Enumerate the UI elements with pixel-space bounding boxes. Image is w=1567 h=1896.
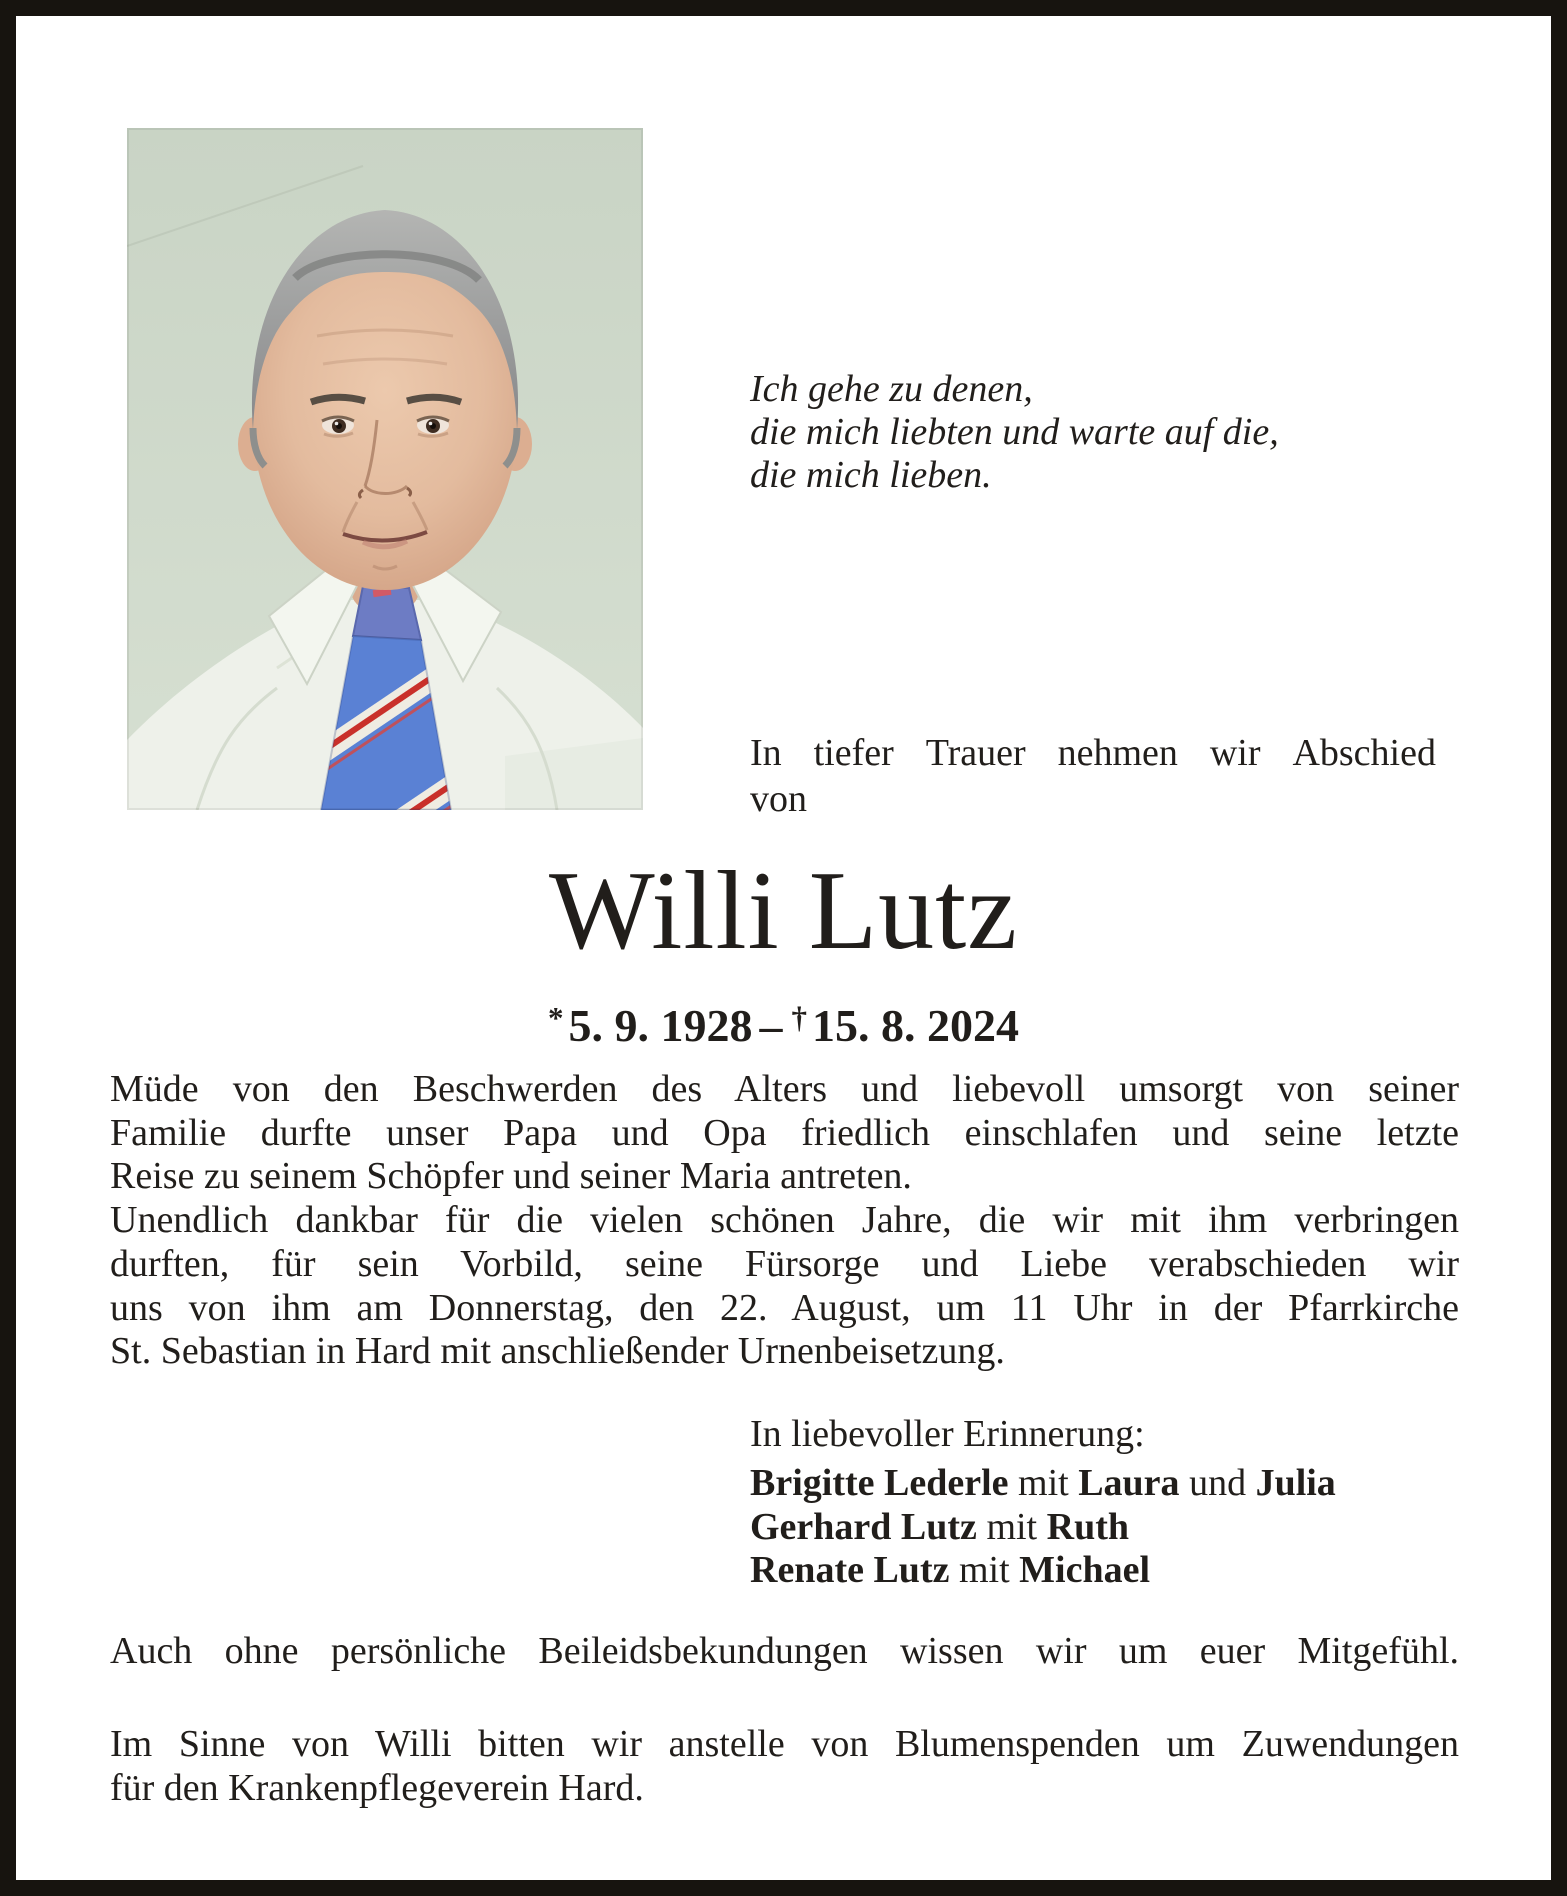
donation-line: Im Sinne von Willi bitten wir anstelle von Blumenspenden um Zuwendungen: [110, 1723, 1459, 1765]
deceased-name: Willi Lutz: [549, 849, 1018, 973]
body-line: Müde von den Beschwerden des Alters und liebevoll umsorgt von seiner: [110, 1068, 1459, 1110]
memorial-quote: [750, 368, 1450, 497]
family-name: Brigitte Lederle: [750, 1462, 1009, 1504]
body-line: Reise zu seinem Schöpfer und seiner Maria antreten.: [110, 1155, 912, 1198]
family-name: Gerhard Lutz: [750, 1505, 977, 1548]
intro-word: Trauer: [925, 732, 1026, 774]
death-symbol: †: [791, 1000, 807, 1035]
intro-word: wir: [1209, 732, 1261, 774]
birth-date: 5. 9. 1928: [568, 1000, 753, 1051]
family-line: [750, 1549, 1470, 1593]
family-connector: mit: [976, 1505, 1047, 1548]
body-line: durften, für sein Vorbild, seine Fürsorge und Liebe verabschieden wir: [110, 1242, 1459, 1285]
donation-note: [110, 1722, 1459, 1810]
remembrance-heading: In liebevoller Erinnerung:: [750, 1413, 1145, 1455]
intro-line-von: von: [750, 778, 807, 820]
death-date: 15. 8. 2024: [812, 1000, 1019, 1051]
family-connector: mit: [1008, 1462, 1079, 1504]
portrait-photo: [127, 128, 643, 810]
obituary-text: [110, 1068, 1459, 1374]
family-connector: und: [1179, 1462, 1256, 1504]
body-line: uns von ihm am Donnerstag, den 22. August, um 11 Uhr in der Pfarrkirche: [110, 1286, 1459, 1329]
intro-line-justified: [750, 730, 1436, 776]
family-line: [750, 1462, 1470, 1506]
intro-word: In: [750, 732, 782, 774]
family-name: Julia: [1255, 1462, 1336, 1504]
intro-word: tiefer: [813, 732, 894, 774]
family-name: Renate Lutz: [750, 1549, 950, 1591]
body-line: Familie durfte unser Papa und Opa friedlich einschlafen und seine letzte: [110, 1111, 1459, 1154]
donation-line: für den Krankenpflegeverein Hard.: [110, 1767, 644, 1809]
life-dates: [16, 992, 1551, 1052]
dates-dash: –: [759, 1000, 783, 1051]
quote-line: Ich gehe zu denen,: [750, 368, 1033, 410]
quote-line: die mich liebten und warte auf die,: [750, 411, 1279, 453]
family-connector: mit: [949, 1549, 1020, 1591]
intro-announcement: [750, 730, 1436, 822]
family-name: Michael: [1019, 1549, 1151, 1591]
quote-line: die mich lieben.: [750, 454, 992, 496]
body-line: St. Sebastian in Hard mit anschließender Urnenbeisetzung.: [110, 1330, 1005, 1373]
condolence-note: Auch ohne persönliche Beileidsbekundungen wissen wir um euer Mitgefühl.: [110, 1630, 1459, 1672]
family-name: Laura: [1078, 1462, 1180, 1504]
remembrance-families: [750, 1462, 1470, 1593]
family-line: [750, 1506, 1470, 1550]
birth-symbol: *: [548, 1000, 564, 1035]
intro-word: Abschied: [1292, 732, 1436, 774]
intro-word: nehmen: [1057, 732, 1178, 774]
body-line: Unendlich dankbar für die vielen schönen Jahre, die wir mit ihm verbringen: [110, 1199, 1459, 1242]
family-name: Ruth: [1046, 1505, 1129, 1548]
